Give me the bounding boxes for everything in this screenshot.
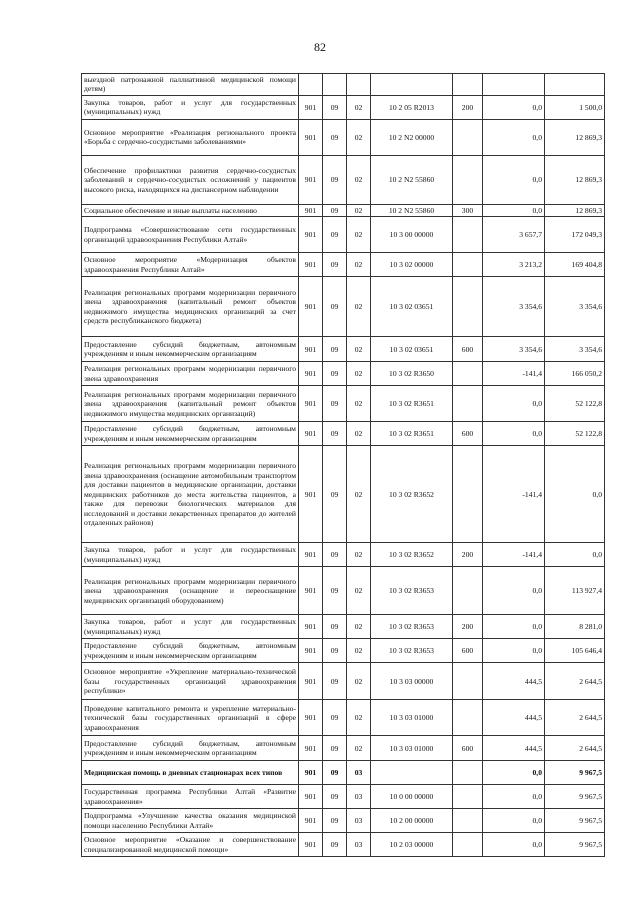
- row-amount-change: -141,4: [483, 543, 545, 567]
- row-expense-type: [453, 74, 483, 96]
- row-section-code: 09: [323, 386, 347, 422]
- table-row: [82, 74, 605, 96]
- row-name: Основное мероприятие «Модернизация объектов здравоохранения Республики Алтай»: [82, 253, 299, 277]
- row-amount-total: 12 869,3: [545, 155, 605, 204]
- row-amount-change: 0,0: [483, 785, 545, 809]
- row-section-code: [323, 74, 347, 96]
- row-expense-type: [453, 155, 483, 204]
- table-row: [82, 833, 605, 857]
- row-amount-total: 113 927,4: [545, 567, 605, 615]
- row-section-code: 09: [323, 833, 347, 857]
- row-target-article: 10 3 02 R3651: [371, 386, 453, 422]
- row-expense-type: [453, 253, 483, 277]
- row-grbs-code: 901: [299, 386, 323, 422]
- row-name: Медицинская помощь в дневных стационарах всех типов: [82, 761, 299, 785]
- row-expense-type: 600: [453, 736, 483, 761]
- row-amount-total: 9 967,5: [545, 761, 605, 785]
- row-amount-total: 169 404,8: [545, 253, 605, 277]
- row-grbs-code: 901: [299, 277, 323, 337]
- row-name: Основное мероприятие «Оказание и совершенствование специализированной медицинской помощи»: [82, 833, 299, 857]
- row-name: Государственная программа Республики Алтай «Развитие здравоохранения»: [82, 785, 299, 809]
- row-target-article: 10 3 00 00000: [371, 217, 453, 253]
- row-expense-type: 200: [453, 543, 483, 567]
- row-name: Предоставление субсидий бюджетным, автономным учреждениям и иным некоммерческим организациям: [82, 337, 299, 362]
- row-amount-change: 0,0: [483, 567, 545, 615]
- row-amount-total: 0,0: [545, 543, 605, 567]
- row-target-article: 10 3 02 R3651: [371, 422, 453, 446]
- row-target-article: 10 3 02 R3653: [371, 639, 453, 663]
- row-amount-total: 52 122,8: [545, 422, 605, 446]
- row-name: выездной патронажной паллиативной медицинской помощи детям): [82, 74, 299, 96]
- row-subsection-code: 02: [347, 736, 371, 761]
- row-section-code: 09: [323, 253, 347, 277]
- row-expense-type: [453, 663, 483, 700]
- row-name: Закупка товаров, работ и услуг для государственных (муниципальных) нужд: [82, 95, 299, 119]
- row-subsection-code: [347, 74, 371, 96]
- row-target-article: 10 3 02 R3650: [371, 362, 453, 386]
- row-subsection-code: 02: [347, 567, 371, 615]
- table-row: [82, 663, 605, 700]
- row-section-code: 09: [323, 217, 347, 253]
- row-section-code: 09: [323, 809, 347, 833]
- row-amount-change: 0,0: [483, 833, 545, 857]
- row-grbs-code: 901: [299, 785, 323, 809]
- row-amount-change: 0,0: [483, 809, 545, 833]
- row-grbs-code: 901: [299, 639, 323, 663]
- row-expense-type: 200: [453, 95, 483, 119]
- row-subsection-code: 02: [347, 700, 371, 736]
- table-row: [82, 422, 605, 446]
- row-target-article: 10 2 00 00000: [371, 809, 453, 833]
- row-section-code: 09: [323, 736, 347, 761]
- row-target-article: 10 3 03 01000: [371, 736, 453, 761]
- row-grbs-code: 901: [299, 362, 323, 386]
- row-expense-type: 300: [453, 204, 483, 216]
- row-grbs-code: 901: [299, 543, 323, 567]
- table-row: [82, 615, 605, 639]
- table-row: [82, 362, 605, 386]
- row-expense-type: [453, 700, 483, 736]
- table-row: [82, 386, 605, 422]
- row-grbs-code: 901: [299, 446, 323, 543]
- row-section-code: 09: [323, 277, 347, 337]
- row-target-article: 10 3 02 03651: [371, 277, 453, 337]
- row-subsection-code: 02: [347, 386, 371, 422]
- row-section-code: 09: [323, 615, 347, 639]
- row-name: Основное мероприятие «Укрепление материально-технической базы государственных организаций здравоохранения республики»: [82, 663, 299, 700]
- row-name: Реализация региональных программ модернизации первичного звена здравоохранения: [82, 362, 299, 386]
- row-amount-total: 9 967,5: [545, 809, 605, 833]
- row-name: Реализация региональных программ модернизации первичного звена здравоохранения (оснащение и переоснащение медицинских организаций оборудованием): [82, 567, 299, 615]
- row-section-code: 09: [323, 119, 347, 155]
- row-subsection-code: 02: [347, 446, 371, 543]
- row-target-article: [371, 74, 453, 96]
- row-expense-type: 600: [453, 639, 483, 663]
- table-row: [82, 217, 605, 253]
- row-amount-change: -141,4: [483, 362, 545, 386]
- row-amount-total: 172 049,3: [545, 217, 605, 253]
- row-expense-type: 200: [453, 615, 483, 639]
- row-target-article: 10 3 02 R3652: [371, 543, 453, 567]
- row-subsection-code: 02: [347, 639, 371, 663]
- row-grbs-code: 901: [299, 567, 323, 615]
- row-section-code: 09: [323, 639, 347, 663]
- row-amount-change: 0,0: [483, 615, 545, 639]
- row-name: Предоставление субсидий бюджетным, автономным учреждениям и иным некоммерческим организациям: [82, 639, 299, 663]
- row-amount-total: 3 354,6: [545, 337, 605, 362]
- row-subsection-code: 02: [347, 663, 371, 700]
- row-section-code: 09: [323, 543, 347, 567]
- row-name: Социальное обеспечение и иные выплаты населению: [82, 204, 299, 216]
- table-body: [82, 74, 605, 857]
- table-row: [82, 446, 605, 543]
- row-amount-total: 8 281,0: [545, 615, 605, 639]
- row-grbs-code: 901: [299, 761, 323, 785]
- table-row: [82, 809, 605, 833]
- row-amount-total: 166 050,2: [545, 362, 605, 386]
- row-amount-change: 0,0: [483, 422, 545, 446]
- table-row: [82, 155, 605, 204]
- row-amount-change: 444,5: [483, 663, 545, 700]
- row-name: Подпрограмма «Совершенствование сети государственных организаций здравоохранения Республики Алтай»: [82, 217, 299, 253]
- row-amount-change: 0,0: [483, 386, 545, 422]
- row-section-code: 09: [323, 204, 347, 216]
- row-expense-type: [453, 567, 483, 615]
- row-grbs-code: 901: [299, 119, 323, 155]
- row-amount-total: 12 869,3: [545, 119, 605, 155]
- row-expense-type: [453, 119, 483, 155]
- row-subsection-code: 03: [347, 785, 371, 809]
- row-amount-change: -141,4: [483, 446, 545, 543]
- row-grbs-code: 901: [299, 663, 323, 700]
- row-section-code: 09: [323, 761, 347, 785]
- row-target-article: 10 3 02 00000: [371, 253, 453, 277]
- row-subsection-code: 02: [347, 217, 371, 253]
- row-section-code: 09: [323, 785, 347, 809]
- row-amount-change: 0,0: [483, 95, 545, 119]
- row-subsection-code: 02: [347, 204, 371, 216]
- row-expense-type: [453, 386, 483, 422]
- row-subsection-code: 02: [347, 95, 371, 119]
- row-expense-type: [453, 446, 483, 543]
- row-amount-change: 0,0: [483, 761, 545, 785]
- row-name: Предоставление субсидий бюджетным, автономным учреждениям и иным некоммерческим организациям: [82, 422, 299, 446]
- row-name: Обеспечение профилактики развития сердечно-сосудистых заболеваний и сердечно-сосудистых осложнений у пациентов высокого риска, находящихся на диспансерном наблюдении: [82, 155, 299, 204]
- table-row: [82, 761, 605, 785]
- row-section-code: 09: [323, 362, 347, 386]
- row-amount-total: 1 500,0: [545, 95, 605, 119]
- row-name: Предоставление субсидий бюджетным, автономным учреждениям и иным некоммерческим организациям: [82, 736, 299, 761]
- row-amount-total: 9 967,5: [545, 833, 605, 857]
- row-expense-type: 600: [453, 422, 483, 446]
- row-grbs-code: 901: [299, 204, 323, 216]
- row-section-code: 09: [323, 95, 347, 119]
- row-target-article: 10 3 03 00000: [371, 663, 453, 700]
- row-subsection-code: 02: [347, 119, 371, 155]
- row-amount-change: 3 213,2: [483, 253, 545, 277]
- row-amount-total: 52 122,8: [545, 386, 605, 422]
- row-expense-type: [453, 785, 483, 809]
- row-amount-total: 12 869,3: [545, 204, 605, 216]
- table-row: [82, 204, 605, 216]
- table-row: [82, 337, 605, 362]
- row-name: Реализация региональных программ модернизации первичного звена здравоохранения (капитальный ремонт объектов недвижимого имущества медицинских организаций за счет средств республиканского бюджета): [82, 277, 299, 337]
- row-section-code: 09: [323, 422, 347, 446]
- row-expense-type: [453, 761, 483, 785]
- table-row: [82, 567, 605, 615]
- row-grbs-code: 901: [299, 217, 323, 253]
- row-amount-change: 0,0: [483, 639, 545, 663]
- row-grbs-code: 901: [299, 736, 323, 761]
- row-amount-change: 0,0: [483, 204, 545, 216]
- row-name: Реализация региональных программ модернизации первичного звена здравоохранения (капитальный ремонт объектов недвижимого имущества медицинских организаций): [82, 386, 299, 422]
- row-amount-change: [483, 74, 545, 96]
- row-grbs-code: 901: [299, 253, 323, 277]
- row-name: Подпрограмма «Улучшение качества оказания медицинской помощи населению Республики Алтай»: [82, 809, 299, 833]
- row-target-article: 10 3 02 R3653: [371, 567, 453, 615]
- row-amount-total: 2 644,5: [545, 663, 605, 700]
- table-row: [82, 639, 605, 663]
- row-name: Закупка товаров, работ и услуг для государственных (муниципальных) нужд: [82, 543, 299, 567]
- row-subsection-code: 02: [347, 253, 371, 277]
- table-row: [82, 736, 605, 761]
- row-amount-change: 0,0: [483, 119, 545, 155]
- table-row: [82, 277, 605, 337]
- row-section-code: 09: [323, 446, 347, 543]
- row-target-article: 10 3 02 R3652: [371, 446, 453, 543]
- row-subsection-code: 02: [347, 362, 371, 386]
- row-grbs-code: 901: [299, 833, 323, 857]
- row-target-article: 10 2 03 00000: [371, 833, 453, 857]
- page-number: 82: [314, 40, 326, 54]
- row-amount-change: 444,5: [483, 700, 545, 736]
- row-subsection-code: 02: [347, 422, 371, 446]
- row-expense-type: [453, 277, 483, 337]
- table-row: [82, 95, 605, 119]
- row-grbs-code: 901: [299, 809, 323, 833]
- row-target-article: 10 2 N2 55860: [371, 155, 453, 204]
- row-target-article: 10 2 05 R2013: [371, 95, 453, 119]
- row-target-article: 10 2 N2 00000: [371, 119, 453, 155]
- row-subsection-code: 02: [347, 155, 371, 204]
- row-section-code: 09: [323, 337, 347, 362]
- row-subsection-code: 02: [347, 277, 371, 337]
- row-section-code: 09: [323, 663, 347, 700]
- row-subsection-code: 03: [347, 833, 371, 857]
- table-row: [82, 543, 605, 567]
- row-grbs-code: 901: [299, 615, 323, 639]
- row-target-article: 10 2 N2 55860: [371, 204, 453, 216]
- row-name: Проведение капитального ремонта и укрепление материально-технической базы государственных организаций в сфере здравоохранения: [82, 700, 299, 736]
- row-amount-total: 9 967,5: [545, 785, 605, 809]
- row-grbs-code: 901: [299, 95, 323, 119]
- row-amount-total: 3 354,6: [545, 277, 605, 337]
- row-amount-total: 2 644,5: [545, 736, 605, 761]
- row-name: Закупка товаров, работ и услуг для государственных (муниципальных) нужд: [82, 615, 299, 639]
- row-amount-total: 105 646,4: [545, 639, 605, 663]
- row-amount-change: 444,5: [483, 736, 545, 761]
- row-grbs-code: 901: [299, 422, 323, 446]
- row-amount-total: [545, 74, 605, 96]
- row-amount-total: 0,0: [545, 446, 605, 543]
- row-amount-change: 3 354,6: [483, 277, 545, 337]
- row-grbs-code: 901: [299, 700, 323, 736]
- row-target-article: 10 0 00 00000: [371, 785, 453, 809]
- row-target-article: 10 3 02 R3653: [371, 615, 453, 639]
- row-amount-change: 3 657,7: [483, 217, 545, 253]
- row-grbs-code: 901: [299, 337, 323, 362]
- row-section-code: 09: [323, 155, 347, 204]
- row-subsection-code: 03: [347, 809, 371, 833]
- row-expense-type: [453, 362, 483, 386]
- table-row: [82, 785, 605, 809]
- row-name: Реализация региональных программ модернизации первичного звена здравоохранения (оснащение автомобильным транспортом для доставки пациентов в медицинские организации, доставки медицинских работников до места жительства пациентов, а также для перевозки биологических материалов для исследований и доставки лекарственных препаратов до жителей отдаленных районов): [82, 446, 299, 543]
- row-amount-change: 3 354,6: [483, 337, 545, 362]
- row-subsection-code: 03: [347, 761, 371, 785]
- table-row: [82, 253, 605, 277]
- row-expense-type: [453, 809, 483, 833]
- row-amount-total: 2 644,5: [545, 700, 605, 736]
- row-section-code: 09: [323, 567, 347, 615]
- row-expense-type: [453, 217, 483, 253]
- row-grbs-code: [299, 74, 323, 96]
- budget-table: [81, 73, 605, 857]
- table-row: [82, 119, 605, 155]
- table-row: [82, 700, 605, 736]
- row-expense-type: 600: [453, 337, 483, 362]
- row-subsection-code: 02: [347, 337, 371, 362]
- row-name: Основное мероприятие «Реализация регионального проекта «Борьба с сердечно-сосудистыми заболеваниями»: [82, 119, 299, 155]
- row-section-code: 09: [323, 700, 347, 736]
- row-target-article: 10 3 03 01000: [371, 700, 453, 736]
- row-amount-change: 0,0: [483, 155, 545, 204]
- row-target-article: 10 3 02 03651: [371, 337, 453, 362]
- row-subsection-code: 02: [347, 615, 371, 639]
- row-subsection-code: 02: [347, 543, 371, 567]
- row-grbs-code: 901: [299, 155, 323, 204]
- row-target-article: [371, 761, 453, 785]
- row-expense-type: [453, 833, 483, 857]
